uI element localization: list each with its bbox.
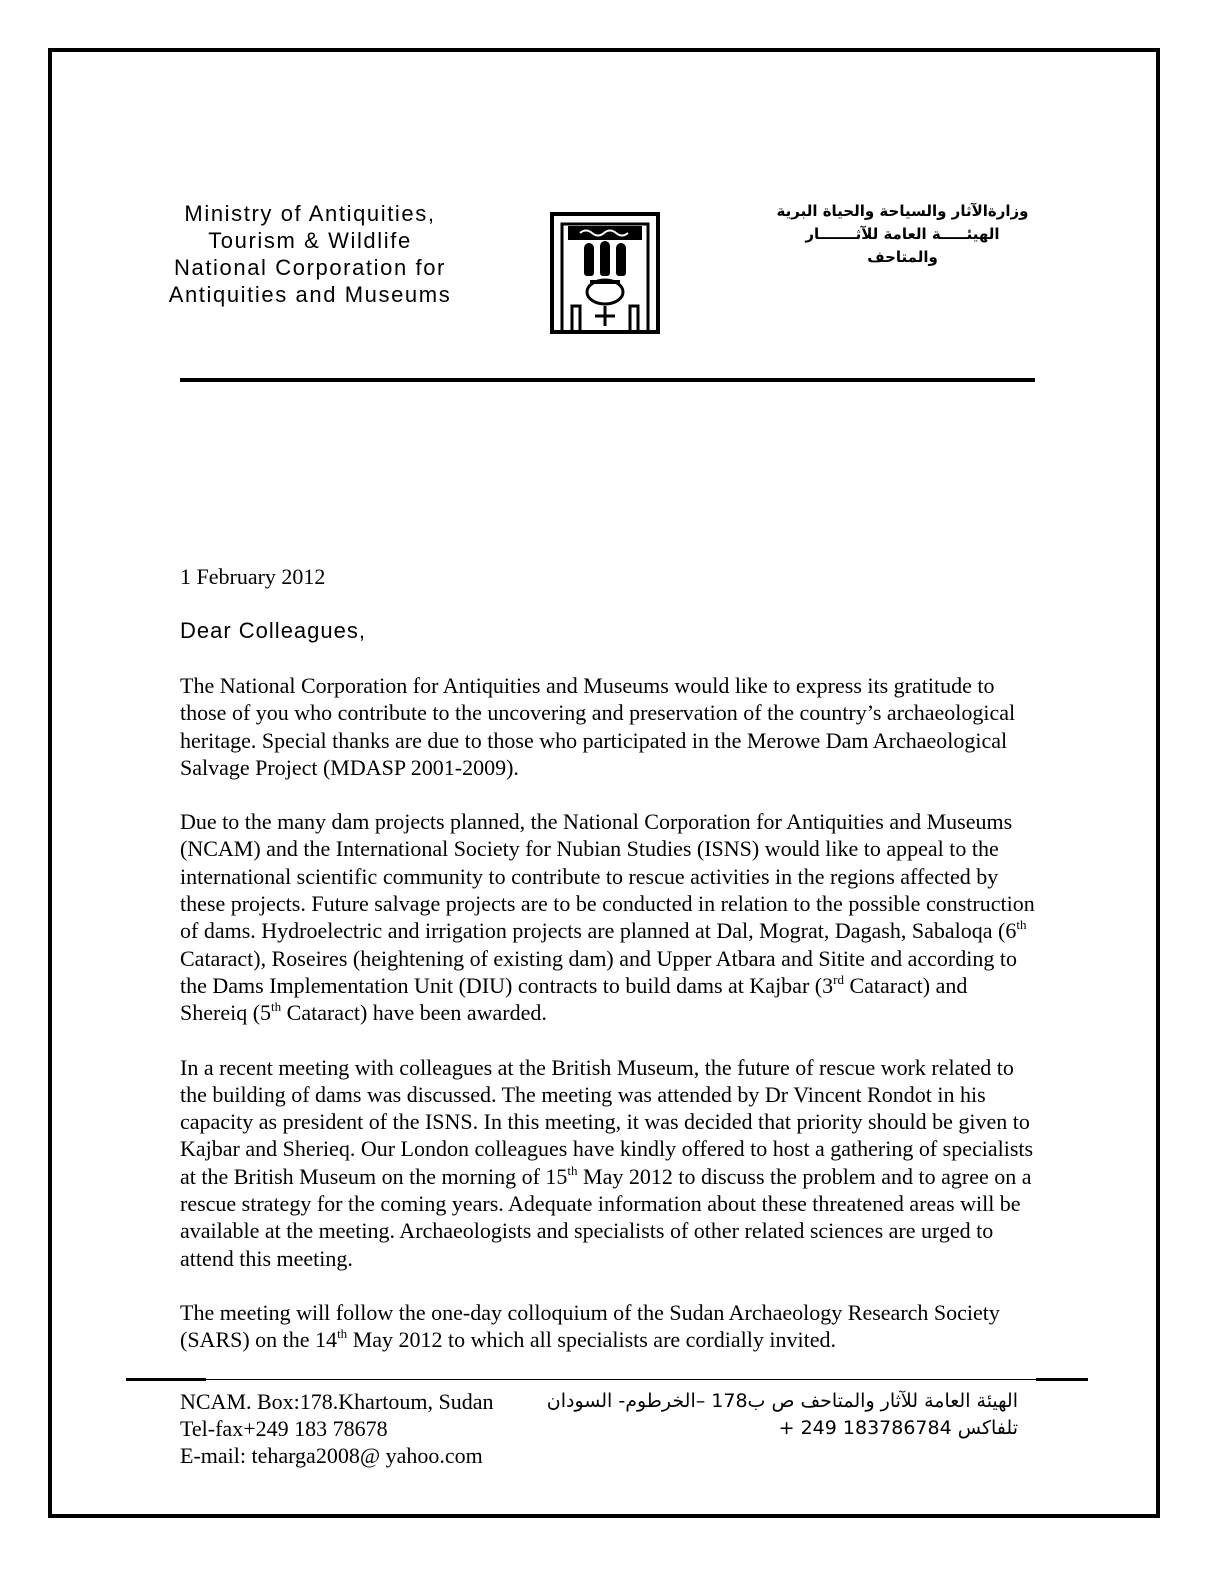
- header-arabic-line-2: الهيئـــــة العامة للآثـــــــار: [805, 225, 1000, 243]
- p2-sup-3: th: [271, 999, 282, 1015]
- footer-divider: [126, 1378, 1088, 1381]
- footer-email: E-mail: teharga2008@ yahoo.com: [180, 1443, 483, 1468]
- footer-arabic-address: الهيئة العامة للآثار والمتاحف ص ب178 –الخرطوم- السودان: [546, 1390, 1018, 1412]
- paragraph-3: [180, 1054, 1040, 1272]
- header-arabic-line-3: والمتاحف: [867, 248, 938, 266]
- header-arabic-line-1: وزارةالآثار والسياحة والحياة البرية: [776, 202, 1029, 220]
- p4-text-b: May 2012 to which all specialists are cordially invited.: [347, 1327, 836, 1353]
- paragraph-1: The National Corporation for Antiquities and Museums would like to express its gratitude to those of you who contribute to the uncovering and preservation of the country’s archaeological heritage. Special thanks are due to those who participated in the Merowe Dam Archaeological Salvage Project (MDASP 2001-2009).: [180, 673, 1016, 780]
- header-english-line-4: Antiquities and Museums: [168, 282, 452, 307]
- footer-divider-thin: [206, 1379, 1036, 1380]
- p2-sup-2: rd: [833, 971, 844, 987]
- p4-text-a: The meeting will follow the one-day colloquium of the Sudan Archaeology Research Society (SARS) on the 14: [180, 1299, 1000, 1353]
- p3-sup-1: th: [567, 1162, 578, 1178]
- footer-arabic-telfax: تلفاكس 183786784 249 +: [778, 1417, 1018, 1439]
- p2-sup-1: th: [1016, 917, 1027, 933]
- letter-body: [180, 672, 1040, 1381]
- p3-text-a: In a recent meeting with colleagues at the British Museum, the future of rescue work related to the building of dams was discussed. The meeting was attended by Dr Vincent Rondot in his capacity as president of the ISNS. In this meeting, it was decided that priority should be given to Kajbar and Sherieq. Our London colleagues have kindly offered to host a gathering of specialists at the British Museum on the morning of 15: [180, 1054, 1034, 1189]
- header-english-line-1: Ministry of Antiquities,: [184, 201, 436, 226]
- footer-english: [180, 1388, 494, 1469]
- footer-address: NCAM. Box:178.Khartoum, Sudan: [180, 1389, 494, 1414]
- header-english-line-3: National Corporation for: [174, 255, 446, 280]
- p2-text-a: Due to the many dam projects planned, the National Corporation for Antiquities and Museums (NCAM) and the International Society for Nubian Studies (ISNS) would like to appeal to the international scientific community to contribute to rescue activities in the regions affected by these projects. Future salvage projects are to be conducted in relation to the possible construction of dams. Hydroelectric and irrigation projects are planned at Dal, Mograt, Dagash, Sabaloqa (6: [180, 809, 1035, 944]
- paragraph-4: [180, 1299, 1040, 1354]
- footer-telfax: Tel-fax+249 183 78678: [180, 1416, 388, 1441]
- ncam-emblem-icon: [550, 210, 660, 335]
- p2-text-c: Cataract) and Shereiq (5: [180, 972, 968, 1026]
- p2-text-b: Cataract), Roseires (heightening of existing dam) and Upper Atbara and Sitite and according to the Dams Implementation Unit (DIU) contracts to build dams at Kajbar (3: [180, 945, 1017, 998]
- p2-text-d: Cataract) have been awarded.: [281, 1000, 547, 1026]
- letter-date: 1 February 2012: [180, 564, 326, 589]
- footer-arabic: [530, 1388, 1018, 1442]
- letter-salutation: Dear Colleagues,: [180, 618, 366, 643]
- header-english: [150, 200, 470, 308]
- p3-text-b: May 2012 to discuss the problem and to agree on a rescue strategy for the coming years. Adequate information about these threatened areas will be available at the meeting. Archaeologists and specialists of other related sciences are urged to attend this meeting.: [180, 1163, 1032, 1271]
- p4-sup-1: th: [337, 1326, 348, 1342]
- header-arabic: [760, 200, 1045, 269]
- header-divider: [180, 378, 1035, 382]
- paragraph-2: [180, 808, 1040, 1026]
- header-english-line-2: Tourism & Wildlife: [208, 228, 412, 253]
